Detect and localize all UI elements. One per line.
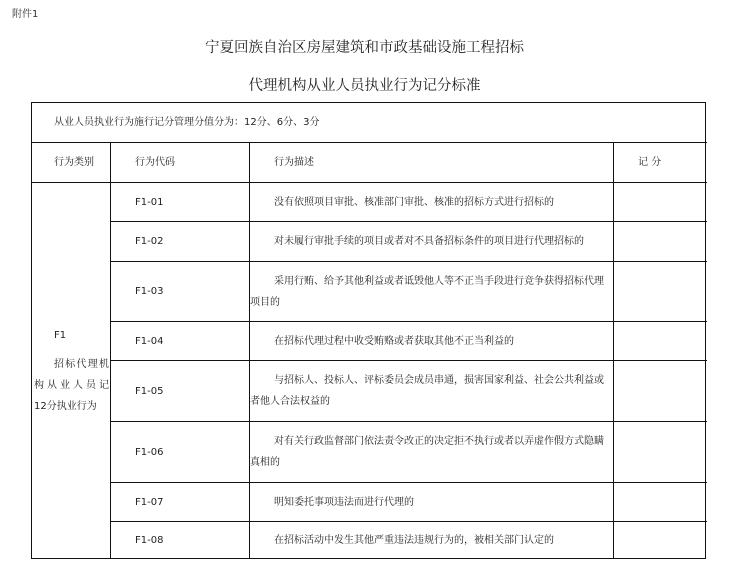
score-cell[interactable] bbox=[615, 522, 707, 559]
behavior-code: F1-04 bbox=[135, 335, 164, 347]
behavior-description bbox=[250, 262, 612, 321]
behavior-description bbox=[250, 522, 612, 559]
category-label-line: 招标代理机 bbox=[54, 359, 109, 370]
behavior-code: F1-07 bbox=[135, 496, 164, 508]
behavior-code: F1-02 bbox=[135, 236, 164, 247]
description-text: 与招标人、投标人、评标委员会成员串通，损害国家利益、社会公共利益或者他人合法权益的 bbox=[250, 375, 604, 407]
score-cell[interactable] bbox=[615, 262, 707, 321]
behavior-code: F1-05 bbox=[135, 385, 164, 397]
scoring-standard-table bbox=[31, 102, 706, 559]
behavior-description bbox=[250, 361, 612, 421]
category-label-line: 构从业人员记 bbox=[34, 380, 109, 391]
header-category: 行为类别 bbox=[54, 157, 94, 168]
behavior-description bbox=[250, 422, 612, 482]
description-text: 在招标代理过程中收受贿赂或者获取其他不正当利益的 bbox=[274, 335, 514, 347]
behavior-description bbox=[250, 322, 612, 360]
behavior-code: F1-06 bbox=[135, 446, 164, 458]
behavior-description bbox=[250, 483, 612, 521]
header-code: 行为代码 bbox=[135, 157, 175, 168]
behavior-description bbox=[250, 183, 612, 221]
column-divider bbox=[110, 142, 111, 559]
header-score: 记 分 bbox=[638, 157, 662, 168]
category-label-line: 12分执业行为 bbox=[34, 401, 97, 412]
description-text: 在招标活动中发生其他严重违法违规行为的，被相关部门认定的 bbox=[274, 535, 554, 546]
description-text: 对有关行政监督部门依法责令改正的决定拒不执行或者以弄虚作假方式隐瞒真相的 bbox=[250, 436, 604, 468]
behavior-code: F1-03 bbox=[135, 286, 164, 297]
header-description: 行为描述 bbox=[274, 157, 314, 168]
behavior-description bbox=[250, 222, 612, 261]
scoring-note: 从业人员执业行为施行记分管理分值分为：12分、6分、3分 bbox=[54, 117, 320, 128]
score-cell[interactable] bbox=[615, 422, 707, 482]
score-cell[interactable] bbox=[615, 222, 707, 261]
score-cell[interactable] bbox=[615, 183, 707, 221]
behavior-code: F1-08 bbox=[135, 535, 164, 546]
description-text: 明知委托事项违法而进行代理的 bbox=[274, 496, 414, 508]
category-code: F1 bbox=[54, 330, 67, 341]
score-cell[interactable] bbox=[615, 483, 707, 521]
behavior-code: F1-01 bbox=[135, 196, 164, 208]
document-title-line1: 宁夏回族自治区房屋建筑和市政基础设施工程招标 bbox=[205, 40, 524, 56]
description-text: 采用行贿、给予其他利益或者诋毁他人等不正当手段进行竞争获得招标代理项目的 bbox=[250, 275, 604, 308]
attachment-label: 附件1 bbox=[12, 9, 39, 20]
description-text: 对未履行审批手续的项目或者对不具备招标条件的项目进行代理招标的 bbox=[274, 236, 584, 247]
score-cell[interactable] bbox=[615, 361, 707, 421]
description-text: 没有依照项目审批、核准部门审批、核准的招标方式进行招标的 bbox=[274, 196, 554, 208]
document-title-line2: 代理机构从业人员执业行为记分标准 bbox=[248, 78, 481, 94]
category-cell bbox=[32, 325, 110, 417]
score-cell[interactable] bbox=[615, 322, 707, 360]
column-divider bbox=[613, 142, 614, 559]
